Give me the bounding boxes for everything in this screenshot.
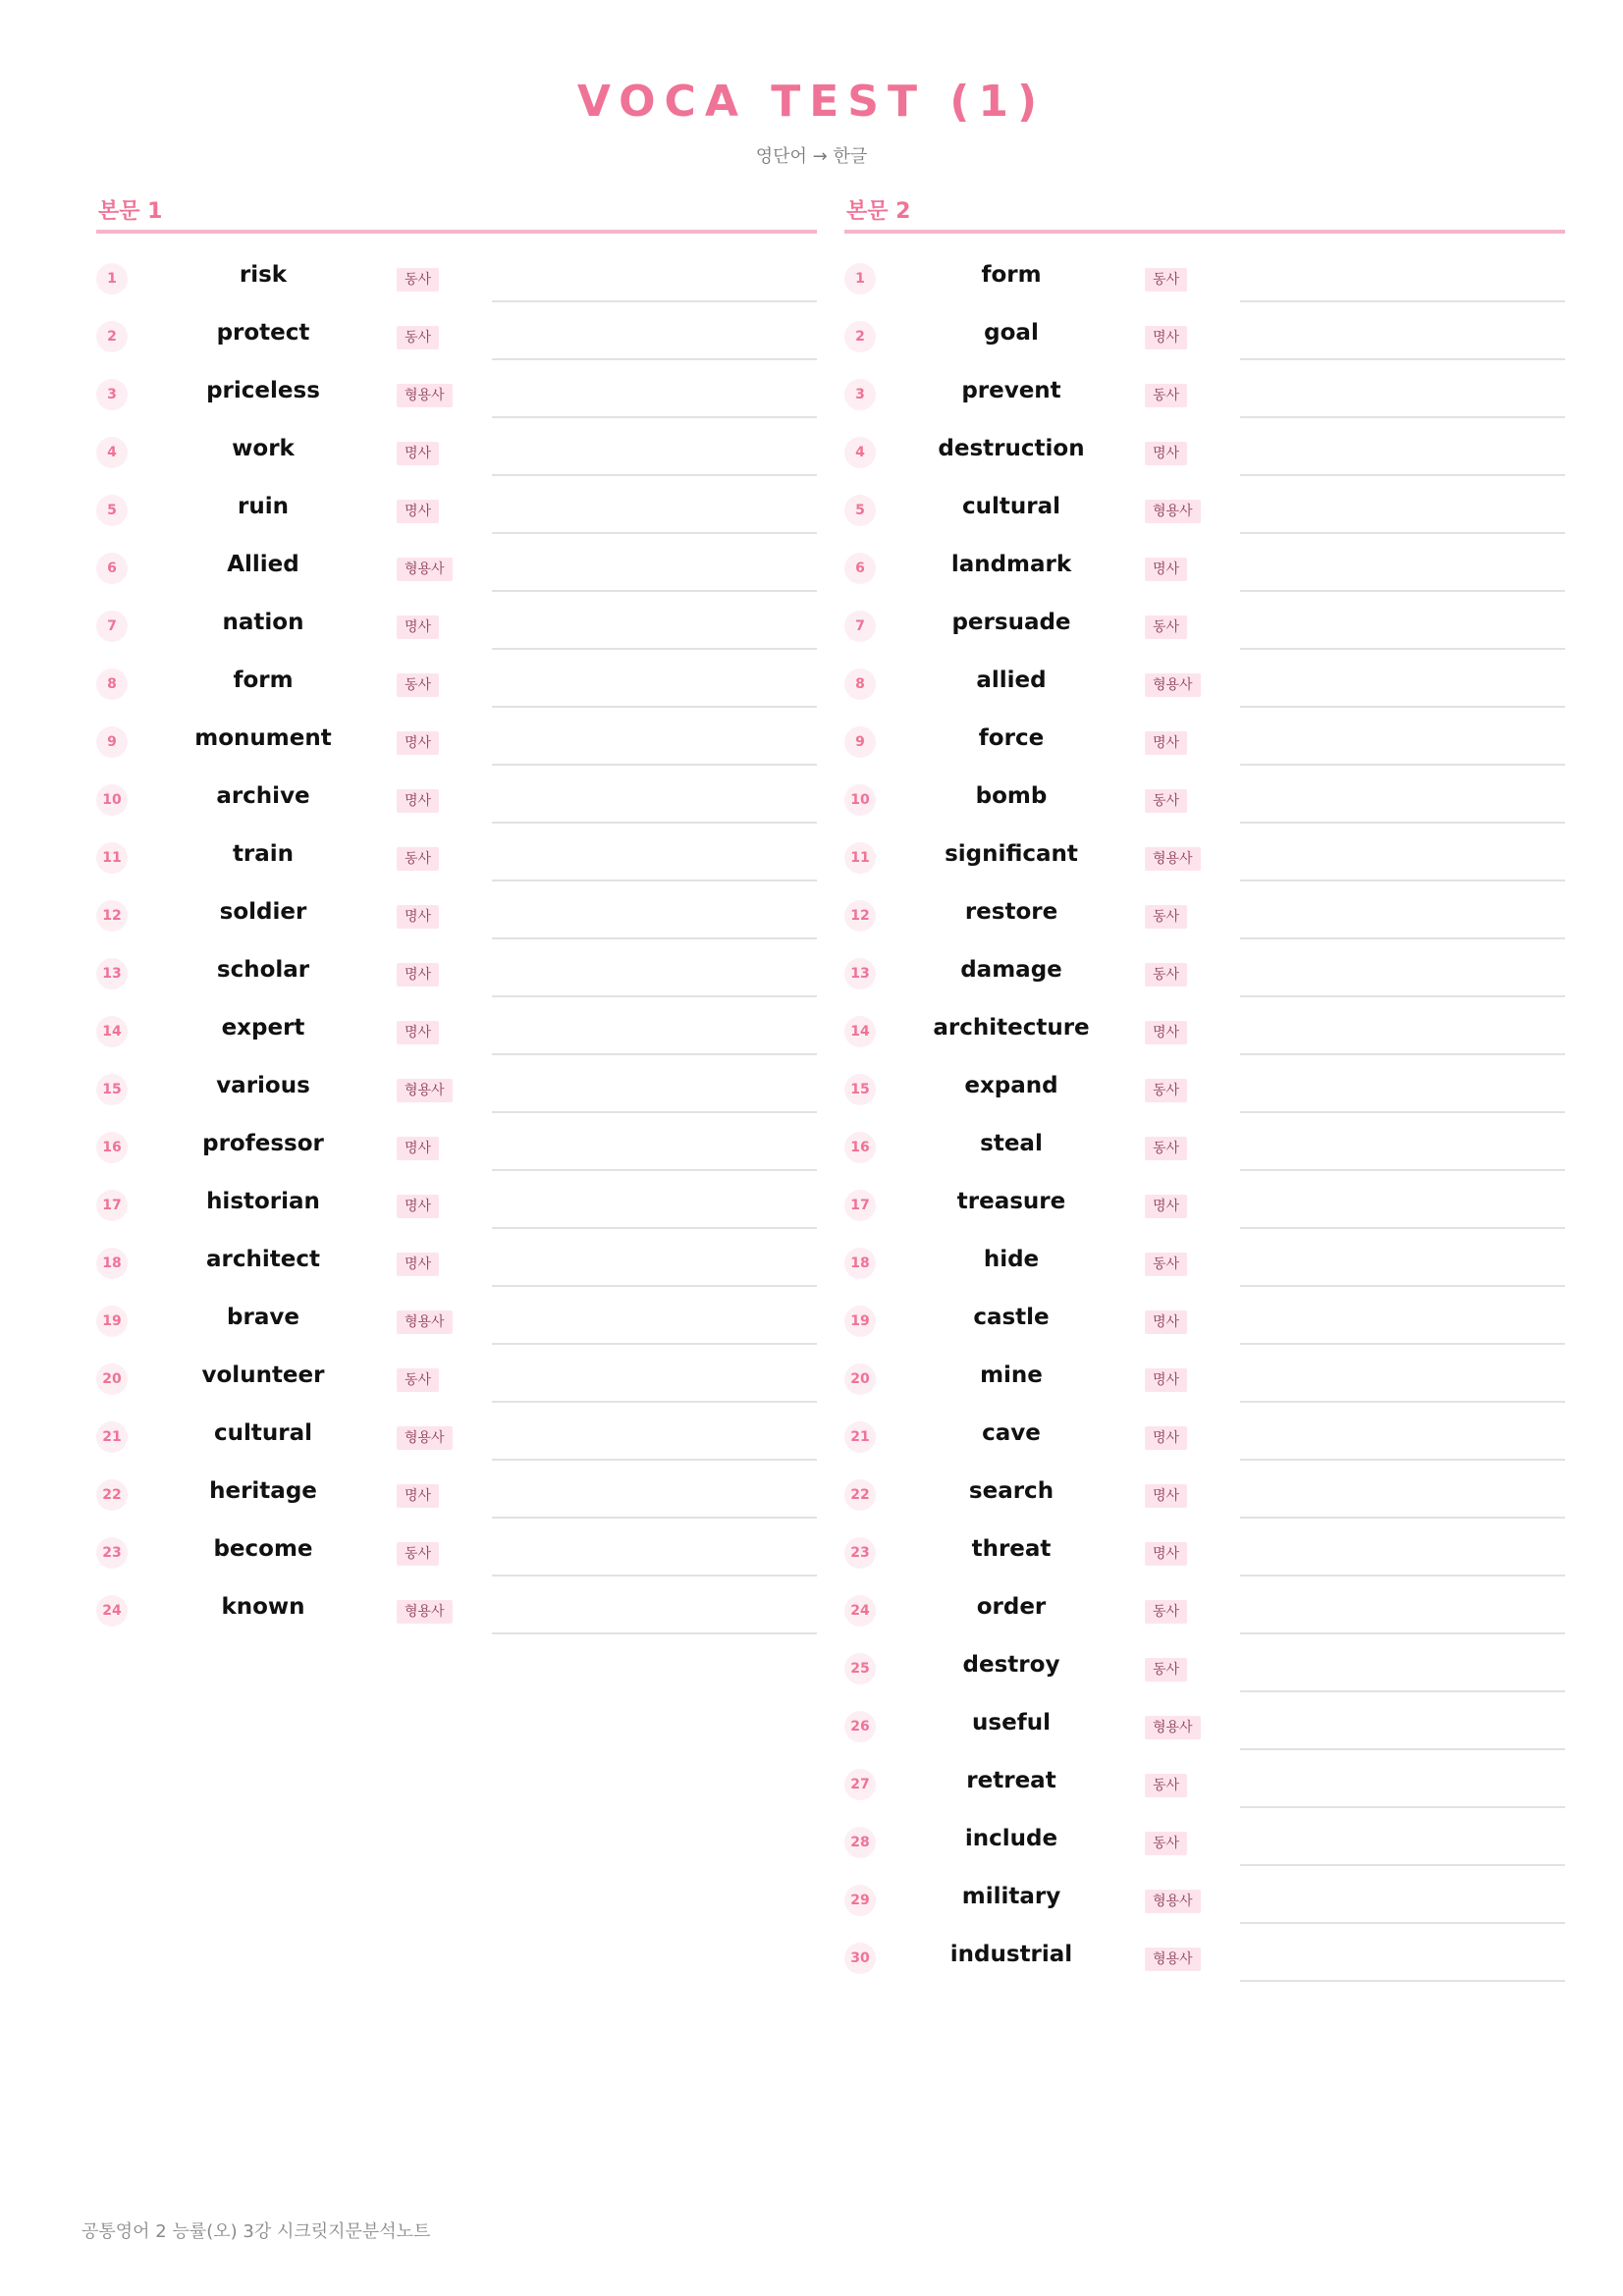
vocab-row — [844, 1405, 1565, 1463]
answer-line[interactable] — [1240, 1459, 1565, 1461]
part-of-speech-badge: 동사 — [1145, 268, 1187, 292]
part-of-speech-badge: 명사 — [397, 731, 439, 755]
answer-line[interactable] — [492, 1575, 817, 1576]
answer-line[interactable] — [1240, 822, 1565, 824]
item-number-badge: 4 — [844, 437, 876, 468]
vocab-row — [844, 1694, 1565, 1752]
footer-text: 공통영어 2 능률(오) 3강 시크릿지문분석노트 — [81, 2221, 431, 2242]
vocab-word: nation — [222, 610, 304, 635]
answer-line[interactable] — [1240, 1111, 1565, 1113]
item-number-badge: 23 — [844, 1537, 876, 1569]
vocab-row — [96, 1115, 817, 1173]
part-of-speech-badge: 형용사 — [1145, 1716, 1201, 1739]
item-number-badge: 10 — [96, 784, 128, 816]
item-number-badge: 18 — [96, 1248, 128, 1279]
vocab-word: include — [964, 1826, 1058, 1851]
vocab-row — [96, 1463, 817, 1521]
vocab-word: monument — [194, 725, 332, 751]
part-of-speech-badge: 동사 — [397, 1542, 439, 1566]
part-of-speech-badge: 동사 — [397, 673, 439, 697]
part-of-speech-badge: 동사 — [1145, 905, 1187, 929]
part-of-speech-badge: 동사 — [1145, 1774, 1187, 1797]
vocab-row — [844, 1868, 1565, 1926]
answer-line[interactable] — [1240, 1517, 1565, 1519]
answer-line[interactable] — [492, 590, 817, 592]
vocab-word: various — [216, 1073, 310, 1098]
vocab-row — [844, 478, 1565, 536]
vocab-word: goal — [984, 320, 1039, 346]
vocab-row — [844, 1347, 1565, 1405]
answer-line[interactable] — [492, 1169, 817, 1171]
answer-line[interactable] — [492, 1285, 817, 1287]
item-number-badge: 19 — [96, 1306, 128, 1337]
answer-line[interactable] — [1240, 1053, 1565, 1055]
part-of-speech-badge: 명사 — [1145, 1484, 1187, 1508]
vocab-row — [844, 1057, 1565, 1115]
part-of-speech-badge: 명사 — [1145, 731, 1187, 755]
part-of-speech-badge: 동사 — [397, 847, 439, 871]
vocab-row — [844, 246, 1565, 304]
part-of-speech-badge: 명사 — [1145, 326, 1187, 349]
answer-line[interactable] — [492, 822, 817, 824]
item-number-badge: 11 — [844, 842, 876, 874]
vocab-word: expand — [964, 1073, 1058, 1098]
vocab-row — [844, 536, 1565, 594]
part-of-speech-badge: 형용사 — [1145, 500, 1201, 523]
vocab-word: bomb — [975, 783, 1048, 809]
part-of-speech-badge: 명사 — [397, 500, 439, 523]
vocab-word: form — [981, 262, 1042, 288]
item-number-badge: 26 — [844, 1711, 876, 1742]
vocab-word: mine — [980, 1362, 1043, 1388]
answer-line[interactable] — [1240, 416, 1565, 418]
item-number-badge: 3 — [96, 379, 128, 410]
vocab-row — [96, 362, 817, 420]
vocab-word: destruction — [938, 436, 1085, 461]
item-number-badge: 11 — [96, 842, 128, 874]
part-of-speech-badge: 형용사 — [1145, 673, 1201, 697]
answer-line[interactable] — [492, 1227, 817, 1229]
vocab-row — [844, 941, 1565, 999]
answer-line[interactable] — [1240, 995, 1565, 997]
part-of-speech-badge: 동사 — [1145, 1600, 1187, 1624]
answer-line[interactable] — [1240, 1864, 1565, 1866]
vocab-word: search — [968, 1478, 1055, 1504]
vocab-row — [844, 999, 1565, 1057]
item-number-badge: 5 — [96, 495, 128, 526]
vocab-word: soldier — [219, 899, 307, 925]
item-number-badge: 7 — [844, 611, 876, 642]
vocab-row — [844, 1115, 1565, 1173]
answer-line[interactable] — [492, 764, 817, 766]
item-number-badge: 24 — [844, 1595, 876, 1627]
vocab-word: landmark — [950, 552, 1072, 577]
item-number-badge: 7 — [96, 611, 128, 642]
answer-line[interactable] — [492, 1053, 817, 1055]
part-of-speech-badge: 명사 — [397, 963, 439, 987]
item-number-badge: 14 — [844, 1016, 876, 1047]
vocab-row — [96, 1521, 817, 1578]
vocab-row — [844, 826, 1565, 883]
vocab-row — [96, 883, 817, 941]
vocab-row — [844, 1810, 1565, 1868]
item-number-badge: 16 — [844, 1132, 876, 1163]
vocab-row — [844, 1636, 1565, 1694]
answer-line[interactable] — [492, 937, 817, 939]
item-number-badge: 13 — [844, 958, 876, 989]
item-number-badge: 13 — [96, 958, 128, 989]
answer-line[interactable] — [492, 1343, 817, 1345]
part-of-speech-badge: 명사 — [397, 905, 439, 929]
vocab-word: cultural — [213, 1420, 312, 1446]
vocab-word: expert — [221, 1015, 305, 1041]
item-number-badge: 28 — [844, 1827, 876, 1858]
vocab-word: brave — [227, 1305, 299, 1330]
vocab-row — [96, 941, 817, 999]
vocab-word: priceless — [206, 378, 320, 403]
vocab-row — [844, 652, 1565, 710]
vocab-word: Allied — [227, 552, 299, 577]
vocab-row — [96, 1578, 817, 1636]
vocab-row — [96, 304, 817, 362]
vocab-row — [844, 1173, 1565, 1231]
vocab-word: allied — [976, 667, 1047, 693]
answer-line[interactable] — [1240, 300, 1565, 302]
vocab-row — [844, 420, 1565, 478]
part-of-speech-badge: 동사 — [1145, 1137, 1187, 1160]
part-of-speech-badge: 명사 — [397, 1253, 439, 1276]
part-of-speech-badge: 동사 — [1145, 963, 1187, 987]
vocab-row — [844, 1926, 1565, 1984]
vocab-word: cultural — [961, 494, 1060, 519]
answer-line[interactable] — [1240, 1922, 1565, 1924]
vocab-word: heritage — [209, 1478, 317, 1504]
part-of-speech-badge: 동사 — [397, 326, 439, 349]
vocab-word: force — [978, 725, 1045, 751]
vocab-word: destroy — [962, 1652, 1060, 1678]
vocab-word: treasure — [956, 1189, 1066, 1214]
answer-line[interactable] — [492, 474, 817, 476]
answer-line[interactable] — [492, 706, 817, 708]
vocab-row — [96, 1231, 817, 1289]
answer-line[interactable] — [492, 1111, 817, 1113]
item-number-badge: 21 — [96, 1421, 128, 1453]
item-number-badge: 22 — [844, 1479, 876, 1511]
item-number-badge: 18 — [844, 1248, 876, 1279]
vocab-row — [96, 594, 817, 652]
item-number-badge: 2 — [96, 321, 128, 352]
answer-line[interactable] — [1240, 532, 1565, 534]
item-number-badge: 30 — [844, 1943, 876, 1974]
item-number-badge: 6 — [96, 553, 128, 584]
item-number-badge: 19 — [844, 1306, 876, 1337]
vocab-row — [96, 1173, 817, 1231]
vocab-row — [844, 1578, 1565, 1636]
answer-line[interactable] — [492, 648, 817, 650]
item-number-badge: 27 — [844, 1769, 876, 1800]
answer-line[interactable] — [492, 358, 817, 360]
vocab-word: threat — [971, 1536, 1052, 1562]
item-number-badge: 9 — [844, 726, 876, 758]
answer-line[interactable] — [492, 532, 817, 534]
vocab-word: scholar — [216, 957, 310, 983]
item-number-badge: 6 — [844, 553, 876, 584]
vocab-word: significant — [945, 841, 1078, 867]
answer-line[interactable] — [1240, 1285, 1565, 1287]
part-of-speech-badge: 명사 — [1145, 558, 1187, 581]
part-of-speech-badge: 동사 — [397, 1368, 439, 1392]
answer-line[interactable] — [492, 416, 817, 418]
answer-line[interactable] — [492, 300, 817, 302]
answer-line[interactable] — [492, 1459, 817, 1461]
item-number-badge: 3 — [844, 379, 876, 410]
vocab-word: castle — [973, 1305, 1050, 1330]
part-of-speech-badge: 형용사 — [397, 1426, 453, 1450]
vocab-row — [96, 1057, 817, 1115]
part-of-speech-badge: 동사 — [397, 268, 439, 292]
vocab-row — [96, 420, 817, 478]
vocab-row — [96, 536, 817, 594]
part-of-speech-badge: 명사 — [397, 442, 439, 465]
item-number-badge: 20 — [96, 1363, 128, 1395]
vocab-row — [844, 304, 1565, 362]
vocab-word: cave — [982, 1420, 1041, 1446]
part-of-speech-badge: 명사 — [397, 1137, 439, 1160]
page-subtitle: 영단어 → 한글 — [755, 146, 868, 167]
part-of-speech-badge: 명사 — [1145, 442, 1187, 465]
answer-line[interactable] — [492, 880, 817, 881]
section-title: 본문 1 — [98, 199, 163, 224]
page-title: VOCA TEST (1) — [576, 77, 1047, 127]
answer-line[interactable] — [492, 1401, 817, 1403]
part-of-speech-badge: 형용사 — [397, 384, 453, 407]
vocab-word: hide — [983, 1247, 1040, 1272]
answer-line[interactable] — [1240, 1169, 1565, 1171]
part-of-speech-badge: 동사 — [1145, 1253, 1187, 1276]
item-number-badge: 10 — [844, 784, 876, 816]
part-of-speech-badge: 형용사 — [397, 558, 453, 581]
item-number-badge: 15 — [96, 1074, 128, 1105]
item-number-badge: 2 — [844, 321, 876, 352]
vocab-row — [844, 1463, 1565, 1521]
vocab-word: train — [232, 841, 295, 867]
vocab-word: restore — [964, 899, 1058, 925]
vocab-word: become — [213, 1536, 313, 1562]
vocab-row — [96, 478, 817, 536]
vocab-row — [96, 652, 817, 710]
item-number-badge: 29 — [844, 1885, 876, 1916]
section-2 — [844, 194, 1565, 1984]
answer-line[interactable] — [1240, 1806, 1565, 1808]
vocab-word: risk — [239, 262, 288, 288]
item-number-badge: 8 — [844, 668, 876, 700]
part-of-speech-badge: 명사 — [397, 615, 439, 639]
vocab-word: industrial — [949, 1942, 1073, 1967]
vocab-word: volunteer — [201, 1362, 325, 1388]
answer-line[interactable] — [1240, 590, 1565, 592]
part-of-speech-badge: 형용사 — [1145, 1890, 1201, 1913]
item-number-badge: 24 — [96, 1595, 128, 1627]
item-number-badge: 14 — [96, 1016, 128, 1047]
answer-line[interactable] — [1240, 937, 1565, 939]
item-number-badge: 1 — [844, 263, 876, 294]
part-of-speech-badge: 명사 — [1145, 1368, 1187, 1392]
answer-line[interactable] — [1240, 1575, 1565, 1576]
part-of-speech-badge: 동사 — [1145, 1832, 1187, 1855]
part-of-speech-badge: 명사 — [397, 1195, 439, 1218]
item-number-badge: 17 — [96, 1190, 128, 1221]
item-number-badge: 17 — [844, 1190, 876, 1221]
answer-line[interactable] — [1240, 764, 1565, 766]
vocab-word: architect — [206, 1247, 320, 1272]
vocab-row — [844, 710, 1565, 768]
answer-line[interactable] — [1240, 1980, 1565, 1982]
vocab-word: archive — [216, 783, 310, 809]
vocab-row — [96, 1347, 817, 1405]
vocab-word: work — [232, 436, 295, 461]
part-of-speech-badge: 명사 — [397, 789, 439, 813]
item-number-badge: 12 — [96, 900, 128, 932]
item-number-badge: 15 — [844, 1074, 876, 1105]
answer-line[interactable] — [1240, 1227, 1565, 1229]
item-number-badge: 9 — [96, 726, 128, 758]
section-1 — [96, 194, 817, 1636]
section-divider — [844, 230, 1565, 234]
part-of-speech-badge: 명사 — [1145, 1310, 1187, 1334]
answer-line[interactable] — [1240, 1401, 1565, 1403]
part-of-speech-badge: 명사 — [1145, 1021, 1187, 1044]
vocab-word: useful — [972, 1710, 1051, 1735]
vocab-word: prevent — [961, 378, 1061, 403]
answer-line[interactable] — [1240, 1690, 1565, 1692]
item-number-badge: 23 — [96, 1537, 128, 1569]
vocab-word: persuade — [951, 610, 1071, 635]
vocab-row — [844, 1231, 1565, 1289]
part-of-speech-badge: 명사 — [1145, 1542, 1187, 1566]
part-of-speech-badge: 명사 — [1145, 1426, 1187, 1450]
part-of-speech-badge: 동사 — [1145, 1079, 1187, 1102]
section-title: 본문 2 — [846, 199, 911, 224]
vocab-word: known — [221, 1594, 305, 1620]
answer-line[interactable] — [1240, 880, 1565, 881]
answer-line[interactable] — [1240, 474, 1565, 476]
part-of-speech-badge: 동사 — [1145, 384, 1187, 407]
item-number-badge: 5 — [844, 495, 876, 526]
vocab-word: military — [961, 1884, 1061, 1909]
part-of-speech-badge: 명사 — [397, 1021, 439, 1044]
vocab-row — [96, 999, 817, 1057]
vocab-row — [844, 768, 1565, 826]
vocab-row — [96, 826, 817, 883]
part-of-speech-badge: 명사 — [397, 1484, 439, 1508]
part-of-speech-badge: 형용사 — [1145, 847, 1201, 871]
item-number-badge: 1 — [96, 263, 128, 294]
vocab-word: protect — [216, 320, 310, 346]
answer-line[interactable] — [492, 1517, 817, 1519]
vocab-row — [96, 710, 817, 768]
item-number-badge: 21 — [844, 1421, 876, 1453]
vocab-row — [844, 362, 1565, 420]
answer-line[interactable] — [1240, 706, 1565, 708]
vocab-word: form — [233, 667, 294, 693]
part-of-speech-badge: 형용사 — [397, 1600, 453, 1624]
part-of-speech-badge: 동사 — [1145, 615, 1187, 639]
vocab-row — [844, 594, 1565, 652]
part-of-speech-badge: 동사 — [1145, 1658, 1187, 1682]
answer-line[interactable] — [1240, 1343, 1565, 1345]
vocab-word: ruin — [238, 494, 289, 519]
item-number-badge: 25 — [844, 1653, 876, 1684]
vocab-row — [844, 1289, 1565, 1347]
item-number-badge: 4 — [96, 437, 128, 468]
vocab-word: order — [976, 1594, 1047, 1620]
vocab-row — [96, 1289, 817, 1347]
answer-line[interactable] — [1240, 648, 1565, 650]
item-number-badge: 22 — [96, 1479, 128, 1511]
item-number-badge: 20 — [844, 1363, 876, 1395]
item-number-badge: 16 — [96, 1132, 128, 1163]
answer-line[interactable] — [1240, 1748, 1565, 1750]
answer-line[interactable] — [1240, 1632, 1565, 1634]
part-of-speech-badge: 명사 — [1145, 1195, 1187, 1218]
answer-line[interactable] — [492, 995, 817, 997]
vocab-word: steal — [980, 1131, 1043, 1156]
vocab-row — [96, 246, 817, 304]
part-of-speech-badge: 형용사 — [1145, 1948, 1201, 1971]
vocab-word: architecture — [933, 1015, 1090, 1041]
vocab-row — [96, 1405, 817, 1463]
section-divider — [96, 230, 817, 234]
answer-line[interactable] — [1240, 358, 1565, 360]
part-of-speech-badge: 동사 — [1145, 789, 1187, 813]
vocab-word: professor — [202, 1131, 324, 1156]
vocab-word: retreat — [966, 1768, 1056, 1793]
vocab-row — [844, 1752, 1565, 1810]
vocab-word: damage — [960, 957, 1062, 983]
part-of-speech-badge: 형용사 — [397, 1310, 453, 1334]
vocab-row — [844, 1521, 1565, 1578]
item-number-badge: 12 — [844, 900, 876, 932]
item-number-badge: 8 — [96, 668, 128, 700]
vocab-word: historian — [206, 1189, 320, 1214]
vocab-row — [96, 768, 817, 826]
answer-line[interactable] — [492, 1632, 817, 1634]
part-of-speech-badge: 형용사 — [397, 1079, 453, 1102]
vocab-row — [844, 883, 1565, 941]
